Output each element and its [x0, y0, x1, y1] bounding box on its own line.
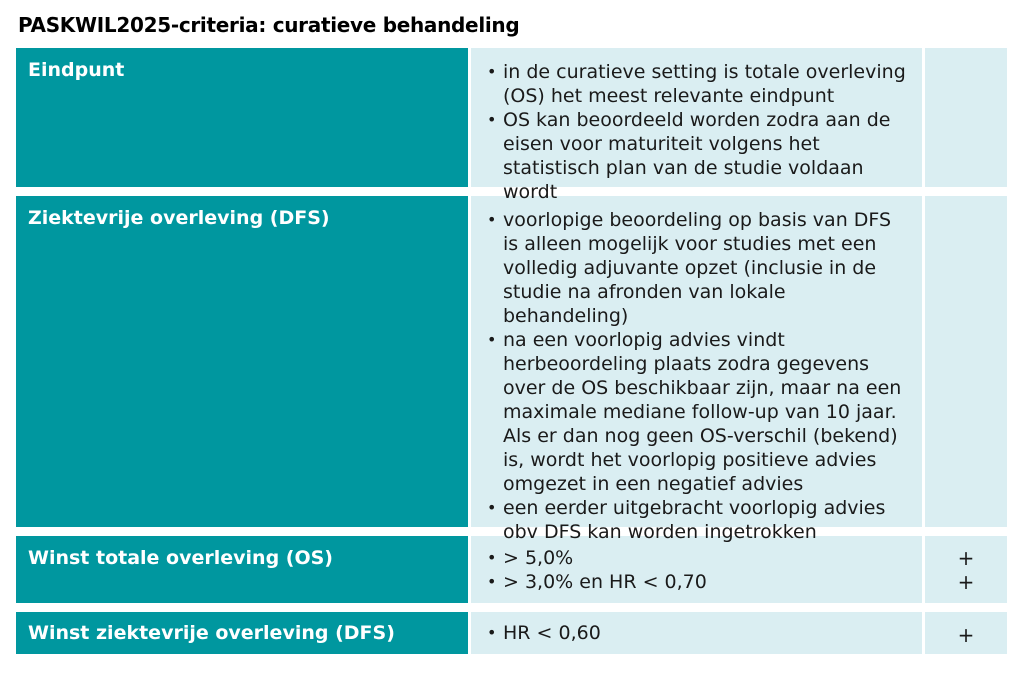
- score-plus: +: [957, 623, 975, 647]
- criteria-table: [16, 48, 1007, 654]
- bullet-item: • voorlopige beoordeling op basis van DFS is alleen mogelijk voor studies met een volledig adjuvante opzet (inclusie in de studie na afronden van lokale behandeling): [483, 208, 910, 328]
- score-plus: +: [957, 570, 975, 594]
- row-content: [471, 536, 922, 603]
- page-title: PASKWIL2025-criteria: curatieve behandeling: [18, 13, 520, 37]
- row-label: Winst totale overleving (OS): [16, 536, 468, 603]
- table-row-winst-dfs: [16, 612, 1007, 654]
- table-row-eindpunt: [16, 48, 1007, 203]
- bullet-item: • > 5,0%: [483, 546, 910, 570]
- row-score: [925, 48, 1007, 187]
- row-label: Winst ziektevrije overleving (DFS): [16, 612, 468, 654]
- row-score: [925, 612, 1007, 654]
- bullet-item: • na een voorlopig advies vindt herbeoordeling plaats zodra gegevens over de OS beschikbaar zijn, maar na een maximale mediane follow-up van 10 jaar. Als er dan nog geen OS-verschil (bekend) is, wordt het voorlopig positieve advies omgezet in een negatief advies: [483, 328, 910, 496]
- row-content: [471, 196, 922, 543]
- row-score: [925, 196, 1007, 527]
- table-row-winst-os: [16, 536, 1007, 603]
- bullet-item: • OS kan beoordeeld worden zodra aan de eisen voor maturiteit volgens het statistisch plan van de studie voldaan wordt: [483, 108, 910, 204]
- row-content: [471, 48, 922, 203]
- row-label: Ziektevrije overleving (DFS): [16, 196, 468, 527]
- row-score: [925, 536, 1007, 603]
- bullet-item: • HR < 0,60: [483, 621, 910, 645]
- row-content: [471, 612, 922, 654]
- table-row-dfs: [16, 196, 1007, 543]
- row-label: Eindpunt: [16, 48, 468, 187]
- bullet-item: • een eerder uitgebracht voorlopig advies obv DFS kan worden ingetrokken: [483, 496, 910, 544]
- score-plus: +: [957, 546, 975, 570]
- bullet-item: • > 3,0% en HR < 0,70: [483, 570, 910, 594]
- bullet-item: • in de curatieve setting is totale overleving (OS) het meest relevante eindpunt: [483, 60, 910, 108]
